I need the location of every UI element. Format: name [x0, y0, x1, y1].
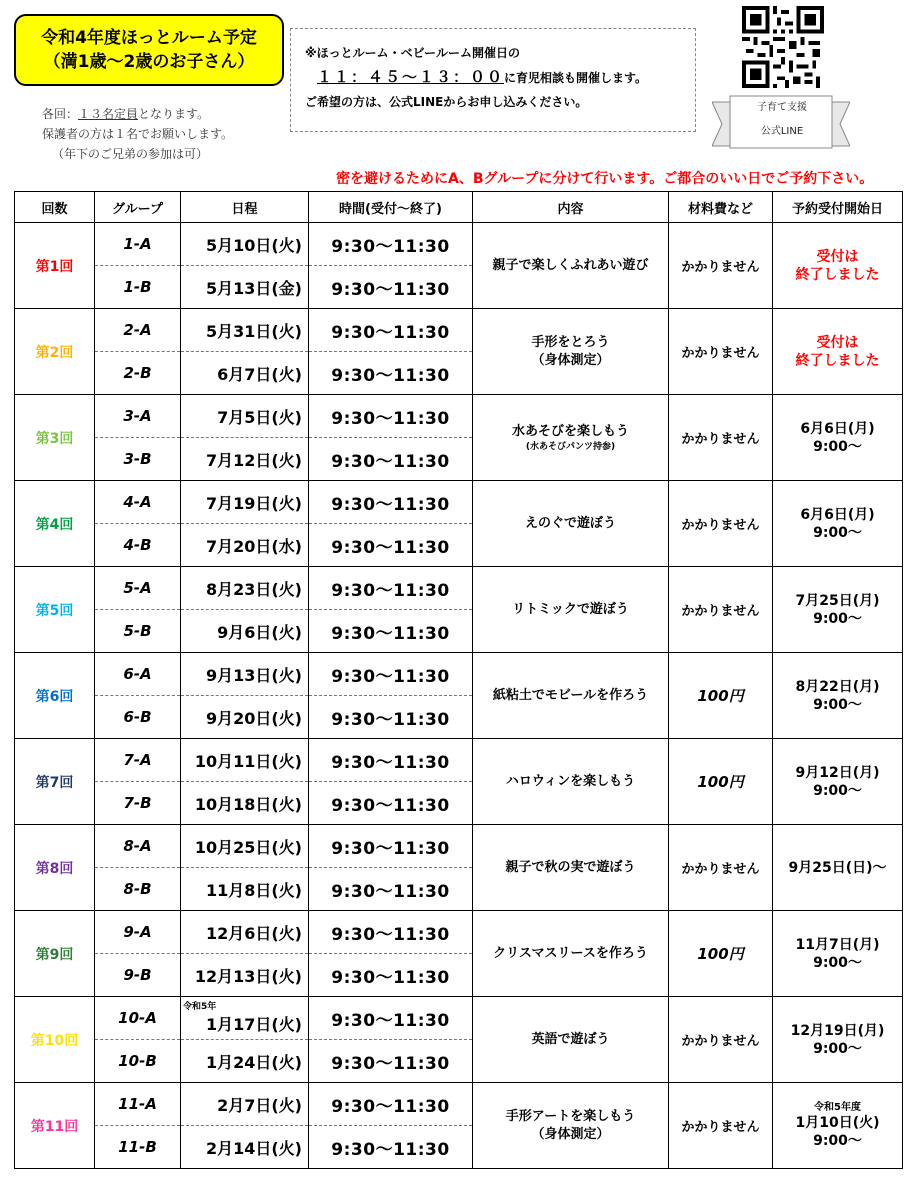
time-cell: 9:30〜11:30	[309, 1040, 473, 1083]
date-text: 11月8日(火)	[205, 880, 302, 900]
reservation-cell	[773, 395, 903, 481]
date-text: 10月18日(火)	[194, 794, 302, 814]
group-cell: 7-A	[95, 739, 181, 782]
date-text: 7月12日(火)	[205, 450, 302, 470]
era-label: 令和5年	[183, 1001, 217, 1012]
header-content: 内容	[473, 192, 669, 223]
date-text: 1月17日(火)	[205, 1014, 302, 1034]
reservation-cell	[773, 567, 903, 653]
page-subtitle: （満1歳〜2歳のお子さん）	[43, 52, 255, 72]
content-text: 親子で楽しくふれあい遊び	[492, 257, 649, 273]
fee-cell: かかりません	[669, 1083, 773, 1169]
reservation-cell	[773, 997, 903, 1083]
date-text: 7月20日(水)	[205, 536, 302, 556]
content-text: 手形アートを楽しもう	[505, 1108, 636, 1124]
group-cell: 3-A	[95, 395, 181, 438]
date-cell	[181, 696, 309, 739]
content-cell	[473, 997, 669, 1083]
capacity-line: 各回：１３名定員となります。	[42, 107, 210, 121]
date-cell	[181, 1126, 309, 1169]
date-text: 8月23日(火)	[205, 579, 302, 599]
date-cell	[181, 911, 309, 954]
date-cell	[181, 223, 309, 266]
table-row	[15, 911, 903, 954]
table-row	[15, 567, 903, 610]
content-text: 手形をとろう	[531, 334, 610, 350]
reservation-line-1: 9月25日(日)〜	[788, 859, 887, 876]
time-cell: 9:30〜11:30	[309, 782, 473, 825]
date-text: 9月6日(火)	[217, 622, 302, 642]
date-cell	[181, 309, 309, 352]
reservation-line-2: 9:00〜	[813, 524, 862, 541]
session-label: 第4回	[15, 481, 95, 567]
header-fee: 材料費など	[669, 192, 773, 223]
date-text: 10月25日(火)	[194, 837, 302, 857]
group-cell: 2-A	[95, 309, 181, 352]
consultation-info-box	[290, 28, 696, 132]
reservation-line-2: 9:00〜	[813, 610, 862, 627]
reservation-line-1: 6月6日(月)	[800, 506, 875, 523]
date-cell	[181, 438, 309, 481]
date-text: 7月5日(火)	[217, 407, 302, 427]
info-line-3: ご希望の方は、公式LINEからお申し込みください。	[305, 95, 588, 109]
session-label: 第5回	[15, 567, 95, 653]
session-label: 第1回	[15, 223, 95, 309]
date-text: 1月24日(火)	[205, 1052, 302, 1072]
group-cell: 1-B	[95, 266, 181, 309]
date-text: 5月31日(火)	[205, 321, 302, 341]
date-cell	[181, 266, 309, 309]
time-cell: 9:30〜11:30	[309, 868, 473, 911]
fee-cell: かかりません	[669, 825, 773, 911]
header-date: 日程	[181, 192, 309, 223]
content-cell	[473, 911, 669, 997]
reservation-cell	[773, 653, 903, 739]
group-cell: 5-B	[95, 610, 181, 653]
banner-line-1: 子育て支援	[757, 102, 807, 113]
date-text: 7月19日(火)	[205, 493, 302, 513]
reservation-line-2: 終了しました	[795, 266, 880, 283]
header-session: 回数	[15, 192, 95, 223]
content-text: 紙粘土でモビールを作ろう	[492, 687, 649, 703]
reservation-line-1: 7月25日(月)	[795, 592, 880, 609]
date-cell	[181, 524, 309, 567]
content-cell	[473, 825, 669, 911]
reservation-cell	[773, 223, 903, 309]
content-cell	[473, 567, 669, 653]
date-text: 12月13日(火)	[194, 966, 302, 986]
content-cell	[473, 653, 669, 739]
time-cell: 9:30〜11:30	[309, 1083, 473, 1126]
fee-cell: 100円	[669, 911, 773, 997]
reservation-line-2: 9:00〜	[813, 782, 862, 799]
time-cell: 9:30〜11:30	[309, 395, 473, 438]
content-text: 水あそびを楽しもう	[511, 423, 629, 439]
table-row	[15, 997, 903, 1040]
time-cell: 9:30〜11:30	[309, 1126, 473, 1169]
time-cell: 9:30〜11:30	[309, 524, 473, 567]
reservation-line-2: 9:00〜	[813, 696, 862, 713]
time-cell: 9:30〜11:30	[309, 352, 473, 395]
time-cell: 9:30〜11:30	[309, 567, 473, 610]
time-cell: 9:30〜11:30	[309, 825, 473, 868]
time-cell: 9:30〜11:30	[309, 997, 473, 1040]
date-text: 5月10日(火)	[205, 235, 302, 255]
date-text: 5月13日(金)	[205, 278, 302, 298]
date-cell	[181, 352, 309, 395]
group-cell: 10-A	[95, 997, 181, 1040]
table-row	[15, 739, 903, 782]
content-sub: （身体測定）	[531, 1126, 610, 1142]
content-cell	[473, 481, 669, 567]
time-cell: 9:30〜11:30	[309, 739, 473, 782]
reservation-line-1: 9月12日(月)	[795, 764, 880, 781]
time-cell: 9:30〜11:30	[309, 954, 473, 997]
content-text: えのぐで遊ぼう	[524, 515, 616, 531]
date-text: 2月14日(火)	[205, 1138, 302, 1158]
capacity-note	[42, 104, 233, 164]
content-sub: （身体測定）	[531, 352, 610, 368]
fee-cell: かかりません	[669, 481, 773, 567]
info-line-1: ※ほっとルーム・ベビールーム開催日の	[305, 46, 520, 60]
title-box	[14, 14, 284, 86]
content-text: リトミックで遊ぼう	[512, 601, 629, 617]
date-text: 6月7日(火)	[217, 364, 302, 384]
session-label: 第6回	[15, 653, 95, 739]
reservation-line-2: 9:00〜	[813, 954, 862, 971]
date-cell	[181, 739, 309, 782]
reservation-cell	[773, 309, 903, 395]
reservation-line-1: 11月7日(月)	[795, 936, 880, 953]
fee-cell: かかりません	[669, 567, 773, 653]
date-text: 10月11日(火)	[194, 751, 302, 771]
date-cell	[181, 395, 309, 438]
group-cell: 11-B	[95, 1126, 181, 1169]
reservation-line-2: 9:00〜	[813, 1132, 862, 1149]
reservation-line-1: 8月22日(月)	[795, 678, 880, 695]
fee-cell: 100円	[669, 739, 773, 825]
table-row	[15, 653, 903, 696]
fee-cell: かかりません	[669, 395, 773, 481]
header-reservation: 予約受付開始日	[773, 192, 903, 223]
content-text: ハロウィンを楽しもう	[505, 773, 636, 789]
reservation-cell	[773, 739, 903, 825]
reservation-era: 令和5年度	[814, 1101, 861, 1113]
time-cell: 9:30〜11:30	[309, 610, 473, 653]
group-notice: 密を避けるためにA、Bグループに分けて行います。ご都合のいい日でご予約下さい。	[336, 171, 874, 187]
content-sub: (水あそびパンツ持参)	[525, 441, 616, 452]
date-cell	[181, 653, 309, 696]
reservation-cell	[773, 1083, 903, 1169]
date-cell	[181, 825, 309, 868]
content-text: 英語で遊ぼう	[531, 1031, 610, 1047]
reservation-line-2: 9:00〜	[813, 1040, 862, 1057]
group-cell: 11-A	[95, 1083, 181, 1126]
group-cell: 1-A	[95, 223, 181, 266]
date-text: 2月7日(火)	[217, 1095, 302, 1115]
date-cell	[181, 567, 309, 610]
reservation-cell	[773, 911, 903, 997]
session-label: 第3回	[15, 395, 95, 481]
fee-cell: 100円	[669, 653, 773, 739]
reservation-line-1: 受付は	[816, 248, 859, 265]
group-cell: 7-B	[95, 782, 181, 825]
date-cell	[181, 997, 309, 1040]
reservation-cell	[773, 825, 903, 911]
reservation-line-1: 12月19日(月)	[790, 1022, 885, 1039]
reservation-line-2: 終了しました	[795, 352, 880, 369]
session-label: 第11回	[15, 1083, 95, 1169]
date-cell	[181, 1083, 309, 1126]
reservation-cell	[773, 481, 903, 567]
date-cell	[181, 954, 309, 997]
fee-cell: かかりません	[669, 223, 773, 309]
sibling-line: （年下のご兄弟の参加は可）	[52, 147, 209, 161]
table-row	[15, 223, 903, 266]
content-text: クリスマスリースを作ろう	[493, 945, 648, 961]
schedule-table	[14, 191, 903, 1169]
group-cell: 4-B	[95, 524, 181, 567]
fee-cell: かかりません	[669, 997, 773, 1083]
time-cell: 9:30〜11:30	[309, 653, 473, 696]
content-cell	[473, 309, 669, 395]
date-cell	[181, 1040, 309, 1083]
time-cell: 9:30〜11:30	[309, 696, 473, 739]
content-cell	[473, 739, 669, 825]
group-cell: 3-B	[95, 438, 181, 481]
reservation-line-1: 6月6日(月)	[800, 420, 875, 437]
group-cell: 4-A	[95, 481, 181, 524]
session-label: 第8回	[15, 825, 95, 911]
qr-code-icon[interactable]	[742, 6, 824, 88]
reservation-line-2: 9:00〜	[813, 438, 862, 455]
table-row	[15, 395, 903, 438]
session-label: 第7回	[15, 739, 95, 825]
info-line-2: １１：４５〜１３：００に育児相談も開催します。	[317, 68, 648, 86]
date-cell	[181, 782, 309, 825]
date-text: 9月20日(火)	[205, 708, 302, 728]
line-banner-text[interactable]	[736, 96, 828, 144]
time-cell: 9:30〜11:30	[309, 266, 473, 309]
content-cell	[473, 395, 669, 481]
content-cell	[473, 1083, 669, 1169]
guardian-line: 保護者の方は１名でお願いします。	[42, 127, 234, 141]
content-text: 親子で秋の実で遊ぼう	[505, 859, 636, 875]
header-group: グループ	[95, 192, 181, 223]
date-cell	[181, 481, 309, 524]
header-time: 時間(受付〜終了)	[309, 192, 473, 223]
table-row	[15, 1083, 903, 1126]
session-label: 第10回	[15, 997, 95, 1083]
reservation-line-1: 受付は	[816, 334, 859, 351]
group-cell: 5-A	[95, 567, 181, 610]
content-cell	[473, 223, 669, 309]
session-label: 第2回	[15, 309, 95, 395]
table-row	[15, 309, 903, 352]
date-text: 12月6日(火)	[205, 923, 302, 943]
time-cell: 9:30〜11:30	[309, 223, 473, 266]
table-row	[15, 481, 903, 524]
banner-line-2: 公式LINE	[760, 126, 804, 137]
table-row	[15, 825, 903, 868]
page-title: 令和4年度ほっとルーム予定	[41, 28, 257, 48]
table-header-row	[15, 192, 903, 223]
date-cell	[181, 610, 309, 653]
group-cell: 8-A	[95, 825, 181, 868]
group-cell: 9-B	[95, 954, 181, 997]
group-cell: 2-B	[95, 352, 181, 395]
time-cell: 9:30〜11:30	[309, 438, 473, 481]
date-cell	[181, 868, 309, 911]
group-cell: 6-B	[95, 696, 181, 739]
group-cell: 10-B	[95, 1040, 181, 1083]
time-cell: 9:30〜11:30	[309, 309, 473, 352]
reservation-line-1: 1月10日(火)	[795, 1114, 880, 1131]
time-cell: 9:30〜11:30	[309, 911, 473, 954]
group-cell: 6-A	[95, 653, 181, 696]
fee-cell: かかりません	[669, 309, 773, 395]
date-text: 9月13日(火)	[205, 665, 302, 685]
group-cell: 9-A	[95, 911, 181, 954]
group-cell: 8-B	[95, 868, 181, 911]
time-cell: 9:30〜11:30	[309, 481, 473, 524]
session-label: 第9回	[15, 911, 95, 997]
